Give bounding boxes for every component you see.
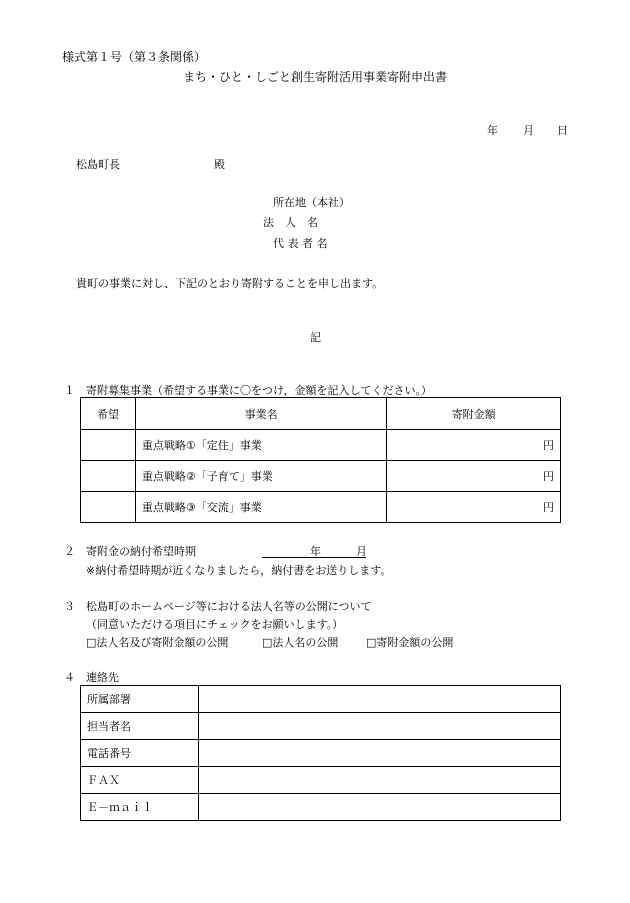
project-name: 重点戦略②「子育て」事業 (135, 461, 386, 492)
person-in-charge-field[interactable] (198, 713, 560, 740)
form-label: 様式第１号（第３条関係） (62, 50, 207, 64)
table-row (81, 767, 561, 794)
section2-note: ※納付希望時期が近くなりましたら，納付書をお送りします。 (86, 564, 392, 577)
table-row (81, 713, 561, 740)
contact-label: 電話番号 (81, 740, 199, 767)
col-amount-header: 寄附金額 (387, 398, 561, 430)
contact-table (80, 685, 561, 821)
donation-project-table (80, 397, 561, 523)
table-row (81, 794, 561, 821)
addressee-name: 松島町長 (76, 158, 120, 171)
table-row (81, 686, 561, 713)
document-title: まち・ひと・しごと創生寄附活用事業寄附申出書 (182, 70, 447, 84)
contact-label: ＦＡＸ (81, 767, 199, 794)
section2-number: ２ (64, 545, 75, 558)
table-row (81, 430, 561, 461)
table-row (81, 461, 561, 492)
table-row (81, 492, 561, 523)
applicant-representative-label: 代 表 者 名 (273, 237, 328, 250)
payment-month-label: 月 (356, 545, 367, 558)
amount-cell[interactable]: 円 (387, 492, 561, 523)
date-month: 月 (523, 124, 534, 137)
col-wish-header: 希望 (81, 398, 136, 430)
applicant-corp-name-label: 法 人 名 (263, 216, 318, 229)
ki-label: 記 (310, 331, 321, 344)
date-year: 年 (487, 124, 498, 137)
wish-cell[interactable] (81, 430, 136, 461)
table-row (81, 740, 561, 767)
phone-field[interactable] (198, 740, 560, 767)
project-name: 重点戦略①「定住」事業 (135, 430, 386, 461)
intro-text: 貴町の事業に対し、下記のとおり寄附することを申し出ます。 (76, 277, 384, 290)
amount-cell[interactable]: 円 (387, 461, 561, 492)
applicant-address-label: 所在地（本社） (273, 196, 350, 209)
contact-label: 所属部署 (81, 686, 199, 713)
fax-field[interactable] (198, 767, 560, 794)
section4-number: ４ (64, 671, 75, 684)
email-field[interactable] (198, 794, 560, 821)
section4-heading: 連絡先 (86, 671, 119, 684)
section1-heading: 寄附募集事業（希望する事業に〇をつけ，金額を記入してください。） (86, 384, 433, 397)
option-name-and-amount-checkbox[interactable]: □法人名及び寄附金額の公開 (86, 636, 229, 649)
contact-label: 担当者名 (81, 713, 199, 740)
option-name-checkbox[interactable]: □法人名の公開 (262, 636, 339, 649)
wish-cell[interactable] (81, 461, 136, 492)
amount-cell[interactable]: 円 (387, 430, 561, 461)
payment-year-label: 年 (310, 545, 321, 558)
col-project-header: 事業名 (135, 398, 386, 430)
section3-subtext: （同意いただける項目にチェックをお願いします。） (86, 618, 344, 631)
date-day: 日 (557, 124, 568, 137)
project-name: 重点戦略③「交流」事業 (135, 492, 386, 523)
option-amount-checkbox[interactable]: □寄附金額の公開 (366, 636, 454, 649)
section2-heading: 寄附金の納付希望時期 (86, 545, 196, 558)
section3-number: ３ (64, 600, 75, 613)
addressee-honorific: 殿 (214, 158, 225, 171)
wish-cell[interactable] (81, 492, 136, 523)
section1-number: １ (64, 384, 75, 397)
contact-label: Ｅ－ｍａｉｌ (81, 794, 199, 821)
table-header-row (81, 398, 561, 430)
department-field[interactable] (198, 686, 560, 713)
section3-heading: 松島町のホームページ等における法人名等の公開について (86, 600, 372, 613)
